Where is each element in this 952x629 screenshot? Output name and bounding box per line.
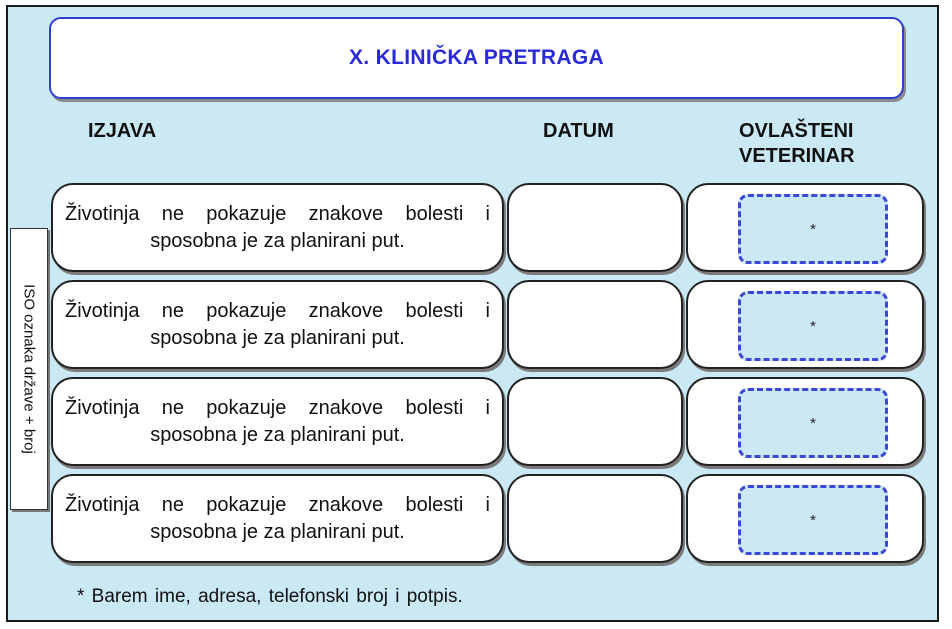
statement-cell	[51, 377, 504, 466]
date-field[interactable]	[507, 280, 683, 369]
vet-cell	[686, 280, 924, 369]
footnote-asterisk: *	[810, 220, 816, 238]
vet-cell	[686, 183, 924, 272]
footnote-asterisk: *	[810, 511, 816, 529]
section-title: X. KLINIČKA PRETRAGA	[349, 46, 604, 69]
vet-signature-field[interactable]	[738, 388, 888, 458]
date-field[interactable]	[507, 377, 683, 466]
date-field[interactable]	[507, 474, 683, 563]
statement-cell	[51, 280, 504, 369]
statement-text: Životinja ne pokazuje znakove bolesti i sposobna je za planirani put.	[65, 299, 490, 349]
vet-signature-field[interactable]	[738, 485, 888, 555]
statement-cell	[51, 183, 504, 272]
column-header-vet-line2: VETERINAR	[739, 145, 855, 167]
statement-text: Životinja ne pokazuje znakove bolesti i sposobna je za planirani put.	[65, 493, 490, 543]
column-header-vet-line1: OVLAŠTENI	[739, 120, 854, 142]
footnote-text: * Barem ime, adresa, telefonski broj i potpis.	[77, 586, 463, 607]
iso-country-code-tab	[10, 228, 48, 510]
date-field[interactable]	[507, 183, 683, 272]
statement-text: Životinja ne pokazuje znakove bolesti i sposobna je za planirani put.	[65, 396, 490, 446]
column-header-vet	[739, 119, 855, 169]
vet-cell	[686, 474, 924, 563]
column-header-statement: IZJAVA	[88, 120, 157, 142]
vet-signature-field[interactable]	[738, 291, 888, 361]
vet-cell	[686, 377, 924, 466]
statement-cell	[51, 474, 504, 563]
section-title-box	[49, 17, 904, 99]
column-header-date: DATUM	[543, 120, 614, 142]
statement-text: Životinja ne pokazuje znakove bolesti i sposobna je za planirani put.	[65, 202, 490, 252]
footnote-asterisk: *	[810, 414, 816, 432]
footnote-asterisk: *	[810, 317, 816, 335]
iso-country-code-label: ISO oznaka države + broj	[20, 284, 38, 454]
vet-signature-field[interactable]	[738, 194, 888, 264]
